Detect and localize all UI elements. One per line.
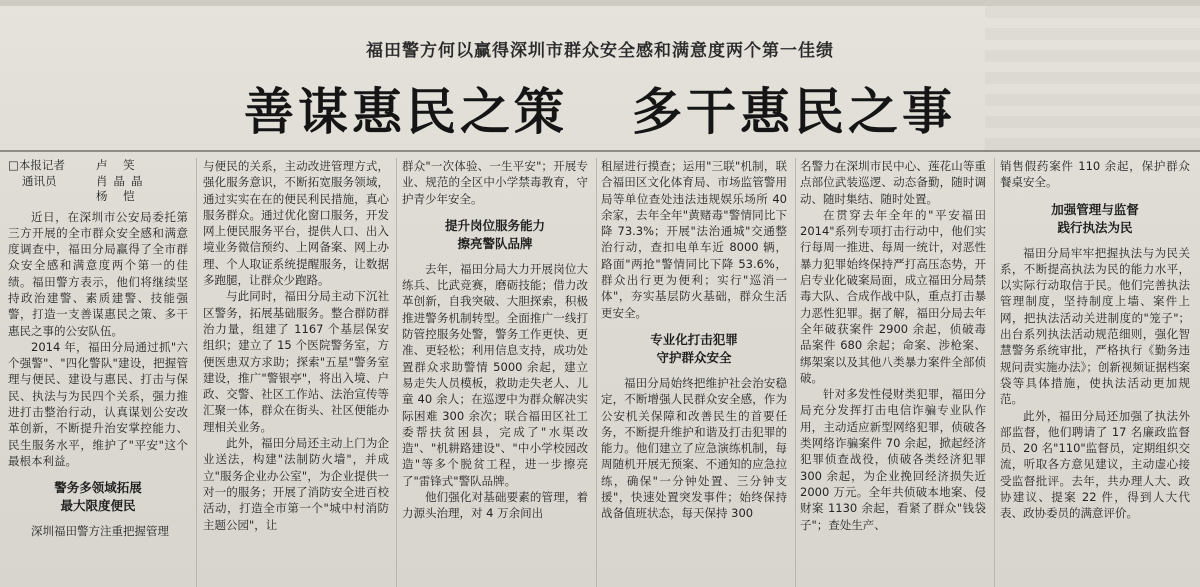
article-subtitle: 福田警方何以赢得深圳市群众安全感和满意度两个第一佳绩 <box>366 41 834 61</box>
paragraph: 销售假药案件 110 余起，保护群众餐桌安全。 <box>1000 159 1190 190</box>
section-heading-line-1: 提升岗位服务能力 <box>444 217 545 233</box>
paragraph: 在贯穿去年全年的"平安福田 2014"系列专项打击行动中，他们实行每周一推进、每周一统计，对恶性暴力犯罪始终保持严打高压态势，开启专业化破案局面，成立福田分局禁毒大队、合成作战中队，重点打击暴力恶性犯罪。据了解，福田分局去年全年破获案件 2900 余起，侦破毒品案件 680 余起；命案、涉枪案、绑架案以及其他八类暴力案件全部侦破。 <box>800 207 986 385</box>
article-headline <box>200 72 1000 144</box>
reporter-name: 卢 笑 <box>96 158 141 172</box>
paragraph: 与便民的关系，主动改进管理方式，强化服务意识，不断拓宽服务领域，通过实实在在的便民利民措施，真心服务群众。通过优化窗口服务，开发网上便民服务平台，提供人口、出入境业务微信预约、上网备案、网上办理、个人取证系统提醒服务，让数据多跑腿，让群众少跑路。 <box>203 159 389 288</box>
section-heading-line-2: 守护群众安全 <box>656 349 732 365</box>
correspondent-name-2: 杨 恺 <box>96 189 141 203</box>
headline-part-1: 善谋惠民之策 <box>244 82 568 141</box>
paragraph: 此外，福田分局还加强了执法外部监督，他们聘请了 17 名廉政监督员、20 名"110"监督员，定期组织交流，听取各方意见建议，主动虚心接受监督批评。去年，共办理人大、政协建议、提案 22 件，得到人大代表、政协委员的满意评价。 <box>1000 408 1190 521</box>
column-divider <box>396 158 397 587</box>
correspondent-name-1: 肖晶晶 <box>96 173 149 188</box>
correspondent-role: 通讯员 <box>22 173 57 188</box>
section-heading-line-2: 擦亮警队品牌 <box>457 235 533 251</box>
section-heading <box>1000 201 1190 237</box>
byline <box>8 158 188 205</box>
column-divider <box>795 158 796 587</box>
section-heading-line-1: 加强管理与监督 <box>1051 201 1139 217</box>
adjacent-page-shadow <box>985 0 1200 150</box>
column-5 <box>800 158 986 587</box>
paragraph: 针对多发性侵财类犯罪，福田分局充分发挥打击电信诈骗专业队作用，主动适应新型网络犯罪，侦破各类网络诈骗案件 70 余起，掀起经济犯罪侦查战役，侦破各类经济犯罪 300 余起，为企业挽回经济损失近 2000 万元。全年共侦破本地案、侵财案 1130 余起，看紧了群众"钱袋子"；查处生产、 <box>800 387 986 532</box>
section-heading-line-1: 专业化打击犯罪 <box>650 331 738 347</box>
paragraph: 2014 年，福田分局通过抓"六个强警"、"四化警队"建设，把握管理与便民、建设与惠民、打击与保民、执法与为民四个关系，强力推进打击整治行动，认真谋划公安改革创新，不断提升治安掌控能力、民生服务水平，维护了"平安"这个最根本利益。 <box>8 339 188 468</box>
section-heading-line-1: 警务多领域拓展 <box>54 480 142 496</box>
paragraph: 他们强化对基础要素的管理，着力源头治理，对 4 万余间出 <box>402 490 588 521</box>
section-heading <box>402 217 588 253</box>
paragraph: 深圳福田警方注重把握管理 <box>31 524 169 539</box>
headline-part-2: 多干惠民之事 <box>632 82 956 141</box>
reporter-role: □本报记者 <box>8 158 65 172</box>
column-1 <box>8 158 188 587</box>
paragraph: 此外，福田分局还主动上门为企业送法，构建"法制防火墙"，并成立"服务企业办公室"，为企业提供一对一的服务；开展了消防安全进百校活动，打造全市第一个"城中村消防主题公园"，让 <box>203 436 389 532</box>
headline-divider <box>0 150 1200 152</box>
column-6 <box>1000 158 1190 587</box>
section-heading-line-2: 最大限度便民 <box>60 498 136 514</box>
paragraph: 名警力在深圳市民中心、莲花山等重点部位武装巡逻、动态备勤，随时调动、随时集结、随时处置。 <box>800 159 986 206</box>
column-3 <box>402 158 588 587</box>
section-heading <box>601 331 787 367</box>
column-divider <box>994 158 995 587</box>
section-heading <box>8 479 188 515</box>
paragraph: 近日，在深圳市公安局委托第三方开展的全市群众安全感和满意度调查中，福田分局赢得了全市群众安全感和满意度两个第一的佳绩。福田警方表示，他们将继续坚持政治建警、素质建警、技能强警，打造一支善谋惠民之策、多干惠民之事的公安队伍。 <box>8 209 188 338</box>
paragraph: 福田分局始终把维护社会治安稳定，不断增强人民群众安全感，作为公安机关保障和改善民生的首要任务，不断提升维护和谐及打击犯罪的能力。他们建立了应急演练机制，每周随机开展无预案、不通知的应急拉练，确保"一分钟处置、三分钟支援"，快速处置突发事件；始终保持战备值班状态，每天保持 300 <box>601 375 787 521</box>
paragraph: 租屋进行摸查；运用"三联"机制，联合福田区文化体育局、市场监管警用局等单位查处违法违规娱乐场所 40 余家，去年全年"黄赌毒"警情同比下降 73.3%；开展"法治通城"交通整治行动，查扣电单车近 8000 辆，路面"两抢"警情同比下降 53.6%，群众出行更为便利；实行"巡消一体"，夯实基层防火基础，群众生活更安全。 <box>601 159 787 320</box>
paragraph: 群众"一次体验、一生平安"；开展专业、规范的全区中小学禁毒教育，守护青少年安全。 <box>402 159 588 206</box>
paragraph: 去年，福田分局大力开展岗位大练兵、比武竞赛，磨砺技能；借力改革创新，自我突破、大胆探索，积极推进警务机制转型。全面推广一线打防管控服务处警，警务工作更快、更准、更轻松；利用信息支持，成功处置群众求助警情 5000 余起，建立易走失人员模板，救助走失老人、儿童 40 余人；在巡逻中为群众解决实际困难 300 余次；联合福田区社工委帮扶贫困县，完成了"水渠改造"、"机耕路建设"、"中小学校园改造"等多个脱贫工程，进一步擦亮了"雷锋式"警队品牌。 <box>402 261 588 488</box>
paragraph: 与此同时，福田分局主动下沉社区警务，拓展基础服务。整合群防群治力量，组建了 1167 个基层保安组织；建立了 15 个医院警务室，方便医患双方求助；探索"五星"警务室建设，推广"警银亭"，将出入境、户政、交警、社区工作站、法治宣传等汇聚一体，群众在街头、社区便能办理相关业务。 <box>203 289 389 434</box>
column-divider <box>596 158 597 587</box>
column-2 <box>203 158 389 587</box>
section-heading-line-2: 践行执法为民 <box>1057 219 1133 235</box>
paragraph: 福田分局牢牢把握执法与为民关系，不断提高执法为民的能力水平，以实际行动取信于民。他们完善执法管理制度，坚持制度上墙、案件上网，把执法活动关进制度的"笼子"；出台系列执法活动规范细则，强化智慧警务系统审批，严格执行《勤务违规问责实施办法》；创新视频证据档案袋等具体措施，使执法活动更加规范。 <box>1000 245 1190 407</box>
column-divider <box>196 158 197 587</box>
column-4 <box>601 158 787 587</box>
